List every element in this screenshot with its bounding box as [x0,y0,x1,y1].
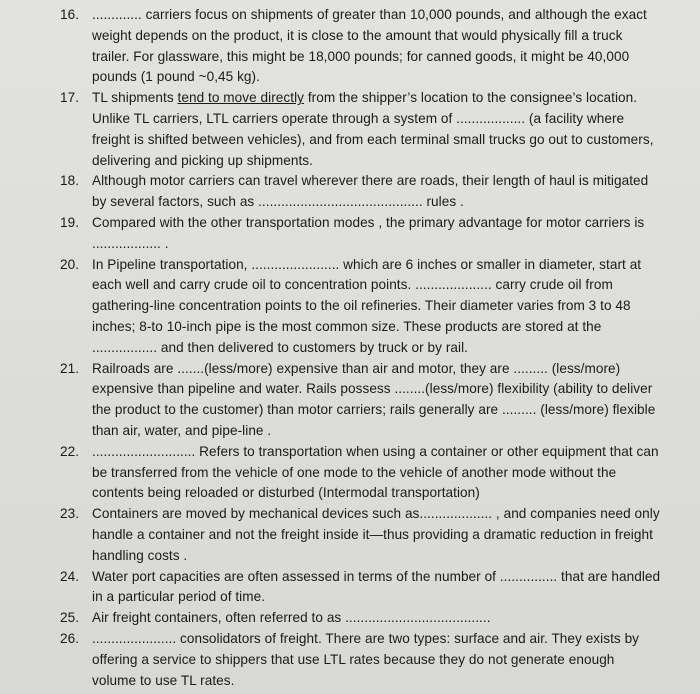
underlined-phrase: tend to move directly [177,90,305,106]
question-17 [60,88,662,171]
question-18 [60,171,662,213]
question-number: 24. [60,568,80,584]
question-text: In Pipeline transportation, ....................... which are 6 inches or smaller in diameter, start at each well and carry crude oil to concentration points. .................... carry crude oil from gathering-line concentration points to the oil refineries. Their diameter varies from 3 to 48 inches; 8-to 10-inch pipe is the most common size. These products are stored at the ................. and then delivered to customers by truck or by rail. [92,256,642,355]
question-text: ............. carriers focus on shipments of greater than 10,000 pounds, and although the exact weight depends on the product, it is close to the amount that would physically fill a truck trailer. For glassware, this might be 18,000 pounds; for canned goods, it might be 40,000 pounds (1 pound ~0,45 kg). [92,7,647,85]
question-text: Although motor carriers can travel wherever there are roads, their length of haul is mitigated by several factors, such as ........................................... rules . [92,173,649,210]
question-text: ...................... consolidators of freight. There are two types: surface and air. They exists by offering a service to shippers that use LTL rates because they do not generate enough volume to use TL rates. [92,630,640,688]
question-text: Containers are moved by mechanical devices such as................... , and companies need only handle a container and not the freight inside it—thus providing a dramatic reduction in freight handling costs . [92,506,660,563]
question-number: 16. [60,7,80,22]
question-number: 25. [60,610,80,626]
question-25 [60,608,662,629]
question-number: 23. [60,506,80,522]
question-text [92,88,662,171]
question-22 [60,442,662,504]
question-21 [60,359,662,442]
question-23 [60,504,662,566]
question-20 [60,255,662,359]
question-number: 19. [60,214,80,230]
question-text: ........................... Refers to transportation when using a container or other equipment that can be transferred from the vehicle of one mode to the vehicle of another mode without the contents being reloaded or disturbed (Intermodal transportation) [92,443,659,501]
question-text-part: TL shipments [92,90,178,106]
question-24 [60,567,662,609]
question-number: 17. [60,90,80,106]
question-number: 20. [60,256,80,272]
question-text: Compared with the other transportation modes , the primary advantage for motor carriers is .................. . [92,214,645,251]
question-text: Water port capacities are often assessed in terms of the number of ............... that are handled in a particular period of time. [92,568,661,605]
question-text: Railroads are .......(less/more) expensive than air and motor, they are ......... (less/more) expensive than pipeline and water. Rails possess ........(less/more) flexibility (ability to deliver the product to the customer) than motor carriers; rails generally are ......... (less/more) flexible than air, water, and pipe-line . [92,360,656,438]
question-text: Air freight containers, often referred to as ...................................... [92,610,491,626]
question-number: 26. [60,630,80,646]
question-16 [60,5,662,88]
question-number: 22. [60,443,80,459]
question-text-part: from the shipper’s location to the consignee’s location. Unlike TL carriers, LTL carriers operate through a system of .................. (a facility where freight is shifted between vehicles), and from each terminal small trucks go out to customers, delivering and picking up shipments. [92,90,654,168]
question-number: 18. [60,173,80,189]
question-number: 21. [60,360,80,376]
question-19 [60,213,662,255]
question-26 [60,629,662,691]
